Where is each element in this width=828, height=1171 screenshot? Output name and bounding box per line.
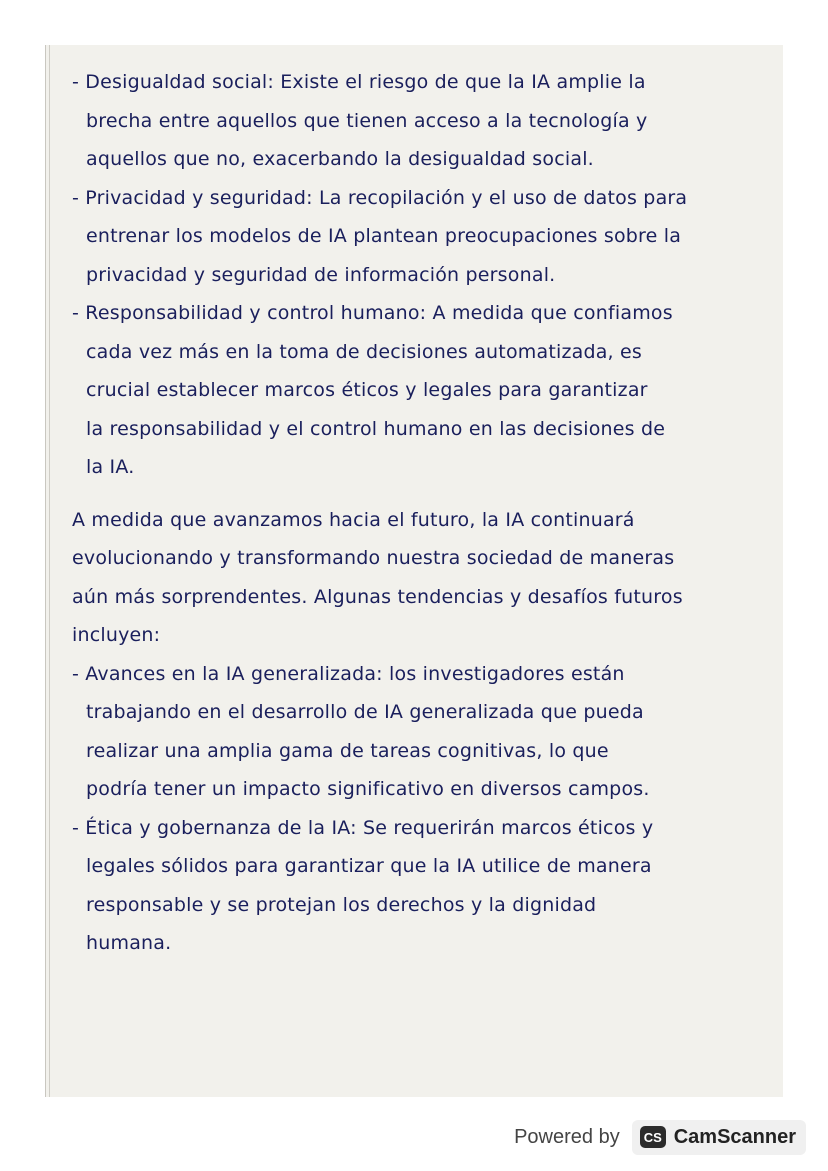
camscanner-logo-icon: CS (640, 1126, 666, 1148)
text-line: evolucionando y transformando nuestra sociedad de maneras (72, 547, 675, 569)
bullet-avances-ia-generalizada (72, 655, 765, 809)
text-line: podría tener un impacto significativo en diversos campos. (86, 778, 650, 800)
text-line: - Ética y gobernanza de la IA: Se requerirán marcos éticos y (72, 816, 654, 839)
paragraph-futuro (72, 501, 765, 655)
text-line: - Avances en la IA generalizada: los investigadores están (72, 662, 625, 685)
text-line: entrenar los modelos de IA plantean preocupaciones sobre la (86, 225, 682, 247)
text-line: legales sólidos para garantizar que la IA utilice de manera (86, 855, 652, 877)
bullet-privacidad-seguridad (72, 179, 765, 295)
text-line: aún más sorprendentes. Algunas tendencias y desafíos futuros (72, 585, 683, 608)
text-line: incluyen: (72, 624, 161, 646)
text-line: realizar una amplia gama de tareas cognitivas, lo que (86, 739, 609, 762)
camscanner-brand: CamScanner (673, 1125, 796, 1148)
text-line: crucial establecer marcos éticos y legales para garantizar (86, 379, 648, 401)
text-line: humana. (86, 932, 172, 954)
text-line: - Responsabilidad y control humano: A medida que confiamos (72, 302, 673, 324)
text-line: cada vez más en la toma de decisiones automatizada, es (86, 340, 643, 363)
text-line: - Privacidad y seguridad: La recopilación y el uso de datos para (72, 186, 688, 209)
scanned-page (45, 45, 783, 1097)
bullet-desigualdad-social (72, 63, 765, 179)
page-margin-line (49, 45, 50, 1097)
camscanner-watermark (514, 1117, 806, 1157)
text-line: A medida que avanzamos hacia el futuro, la IA continuará (72, 508, 635, 531)
text-line: - Desigualdad social: Existe el riesgo de que la IA amplie la (72, 71, 646, 93)
text-line: privacidad y seguridad de información personal. (86, 263, 556, 286)
text-line: brecha entre aquellos que tienen acceso a la tecnología y (86, 109, 648, 132)
bullet-responsabilidad-control (72, 294, 765, 487)
powered-by-label: Powered by (514, 1125, 620, 1148)
text-line: responsable y se protejan los derechos y la dignidad (86, 893, 597, 916)
text-line: aquellos que no, exacerbando la desigualdad social. (86, 148, 594, 170)
text-line: la responsabilidad y el control humano en las decisiones de (86, 417, 666, 440)
bullet-etica-gobernanza (72, 809, 765, 963)
camscanner-badge (632, 1120, 806, 1155)
text-line: trabajando en el desarrollo de IA generalizada que pueda (86, 701, 644, 723)
handwritten-text (72, 63, 765, 963)
text-line: la IA. (86, 456, 135, 478)
